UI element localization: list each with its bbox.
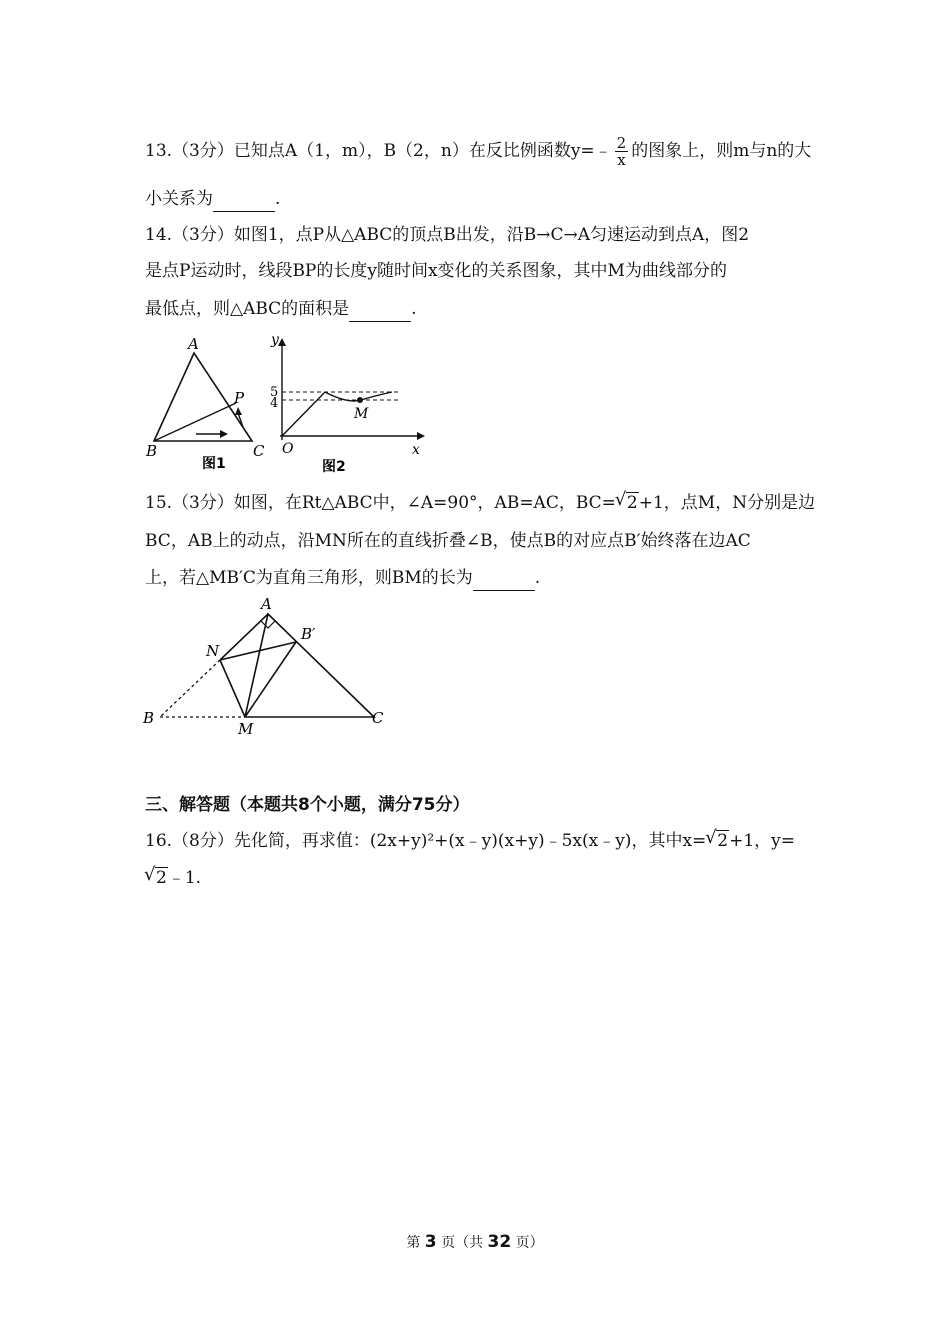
label-y: y xyxy=(271,332,279,348)
dashed-nb xyxy=(160,660,220,717)
point-m xyxy=(357,397,363,403)
graph-segment xyxy=(282,392,325,436)
label-a: A xyxy=(261,595,272,613)
label-m: M xyxy=(238,720,254,738)
section-heading: 三、解答题（本题共8个小题，满分75分） xyxy=(145,795,470,815)
q13-line2: 小关系为 . xyxy=(145,186,280,212)
label-x: x xyxy=(412,442,420,458)
answer-blank xyxy=(473,572,535,591)
page-total: 32 xyxy=(487,1232,512,1252)
right-angle-mark xyxy=(261,621,275,628)
sqrt: √ 2 xyxy=(626,492,639,513)
q14-line2: 是点P运动时，线段BP的长度y随时间x变化的关系图象，其中M为曲线部分的 xyxy=(145,261,727,281)
label-n: N xyxy=(206,642,220,660)
answer-blank xyxy=(213,193,275,212)
tick-4: 4 xyxy=(270,396,279,411)
label-b: B xyxy=(143,709,155,727)
label-o: O xyxy=(282,441,294,457)
sqrt: √ 2 xyxy=(155,867,168,888)
q13-line1: 13.（3分）已知点A（1，m），B（2，n）在反比例函数y=﹣ $\frac{2}{x}$ 的图象上，则m与n的大 xyxy=(145,134,812,169)
page-number: 3 xyxy=(424,1232,437,1252)
label-b-prime: B′ xyxy=(301,625,316,643)
label-m: M xyxy=(354,406,369,422)
sqrt: √ 2 xyxy=(716,830,729,851)
arrow-head-icon xyxy=(235,407,242,415)
q14-figure-1 xyxy=(140,335,270,475)
q15-line3: 上，若△MB′C为直角三角形，则BM的长为 . xyxy=(145,565,540,591)
q15-line2: BC，AB上的动点，沿MN所在的直线折叠∠B，使点B的对应点B′始终落在边AC xyxy=(145,531,751,551)
tick-5: 5 xyxy=(270,385,279,400)
label-c: C xyxy=(372,709,384,727)
q16-line1: 16.（8分）先化简，再求值：(2x+y)²+(x﹣y)(x+y)﹣5x(x﹣y)，其中x=√ 2+1，y= xyxy=(145,828,795,854)
figure-caption: 图1 xyxy=(202,456,226,472)
figure-caption: 图2 xyxy=(322,459,346,475)
q14-line3: 最低点，则△ABC的面积是 . xyxy=(145,296,417,322)
answer-blank xyxy=(349,303,411,322)
arrow-head-icon xyxy=(417,432,425,440)
segment-an xyxy=(220,614,268,660)
label-b: B xyxy=(146,442,158,460)
label-c: C xyxy=(253,442,265,460)
page-footer: 第 3 页（共 32 页） xyxy=(406,1232,544,1252)
q15-line1: 15.（3分）如图，在Rt△ABC中，∠A=90°，AB=AC，BC=√ 2+1，点M，N分别是边 xyxy=(145,490,815,516)
segment-nm xyxy=(220,660,245,717)
q16-line2: √ 2﹣1. xyxy=(145,865,201,891)
label-a: A xyxy=(188,335,199,353)
q14-line1: 14.（3分）如图1，点P从△ABC的顶点B出发，沿B→C→A匀速运动到点A，图2 xyxy=(145,225,750,245)
label-p: P xyxy=(234,389,245,407)
fraction: $\frac{2}{x}$ xyxy=(616,134,627,169)
q14-figure-2 xyxy=(262,330,432,478)
arrow-head-icon xyxy=(278,338,286,346)
arrow-head-icon xyxy=(220,430,228,438)
q15-figure xyxy=(138,592,398,740)
